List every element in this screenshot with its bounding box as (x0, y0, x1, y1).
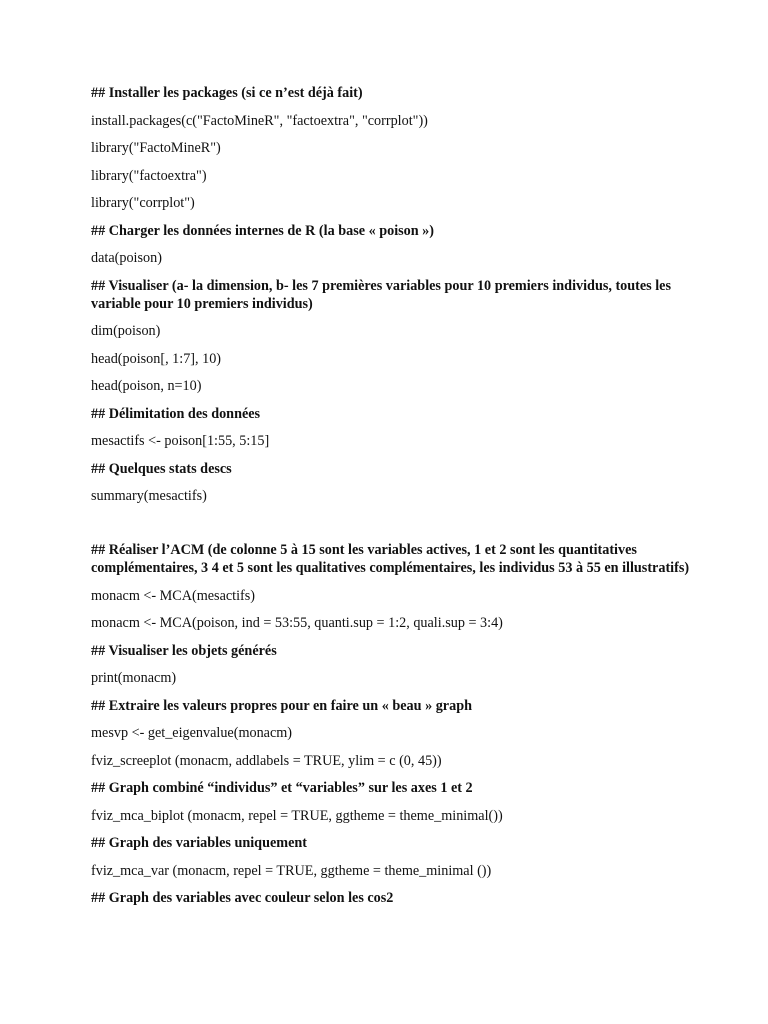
code-mca-full: monacm <- MCA(poison, ind = 53:55, quanti.sup = 1:2, quali.sup = 3:4) (91, 615, 503, 631)
code-head-cols: head(poison[, 1:7], 10) (91, 350, 222, 367)
code-screeplot: fviz_screeplot (monacm, addlabels = TRUE, ylim = c (0, 45)) (91, 752, 442, 769)
heading-delimitation: ## Délimitation des données (91, 405, 261, 422)
heading-install-packages: ## Installer les packages (si ce n’est déjà fait) (91, 85, 363, 101)
code-mca-simple: monacm <- MCA(mesactifs) (91, 587, 256, 604)
code-library-corrplot: library("corrplot") (91, 195, 195, 211)
code-head-n: head(poison, n=10) (91, 378, 202, 394)
code-print: print(monacm) (91, 670, 177, 686)
code-var: fviz_mca_var (monacm, repel = TRUE, ggtheme = theme_minimal ()) (91, 862, 492, 879)
heading-visualize: ## Visualiser (a- la dimension, b- les 7 premières variables pour 10 premiers individus, toutes les variable pour 10 premiers individus) (91, 277, 672, 312)
code-biplot: fviz_mca_biplot (monacm, repel = TRUE, ggtheme = theme_minimal()) (91, 807, 503, 824)
heading-variables: ## Graph des variables uniquement (91, 835, 307, 851)
heading-eigenvalues: ## Extraire les valeurs propres pour en faire un « beau » graph (91, 697, 472, 714)
code-library-factoextra: library("factoextra") (91, 167, 207, 184)
heading-cos2: ## Graph des variables avec couleur selon les cos2 (91, 890, 394, 906)
code-eigenvalue: mesvp <- get_eigenvalue(monacm) (91, 725, 293, 741)
heading-acm: ## Réaliser l’ACM (de colonne 5 à 15 sont les variables actives, 1 et 2 sont les quantitatives complémentaires, 3 4 et 5 sont les qualitatives complémentaires, les individus 53 à 55 en illustratifs) (91, 542, 690, 576)
code-dim: dim(poison) (91, 323, 161, 339)
code-mesactifs: mesactifs <- poison[1:55, 5:15] (91, 433, 270, 449)
heading-load-data: ## Charger les données internes de R (la base « poison ») (91, 222, 435, 239)
document-body (91, 84, 691, 917)
code-library-factominer: library("FactoMineR") (91, 140, 221, 156)
heading-biplot: ## Graph combiné “individus” et “variables” sur les axes 1 et 2 (91, 780, 473, 796)
code-data-poison: data(poison) (91, 250, 162, 266)
heading-objects: ## Visualiser les objets générés (91, 642, 277, 659)
code-install-packages: install.packages(c("FactoMineR", "factoextra", "corrplot")) (91, 112, 428, 129)
heading-stats: ## Quelques stats descs (91, 460, 232, 477)
code-summary: summary(mesactifs) (91, 488, 207, 504)
